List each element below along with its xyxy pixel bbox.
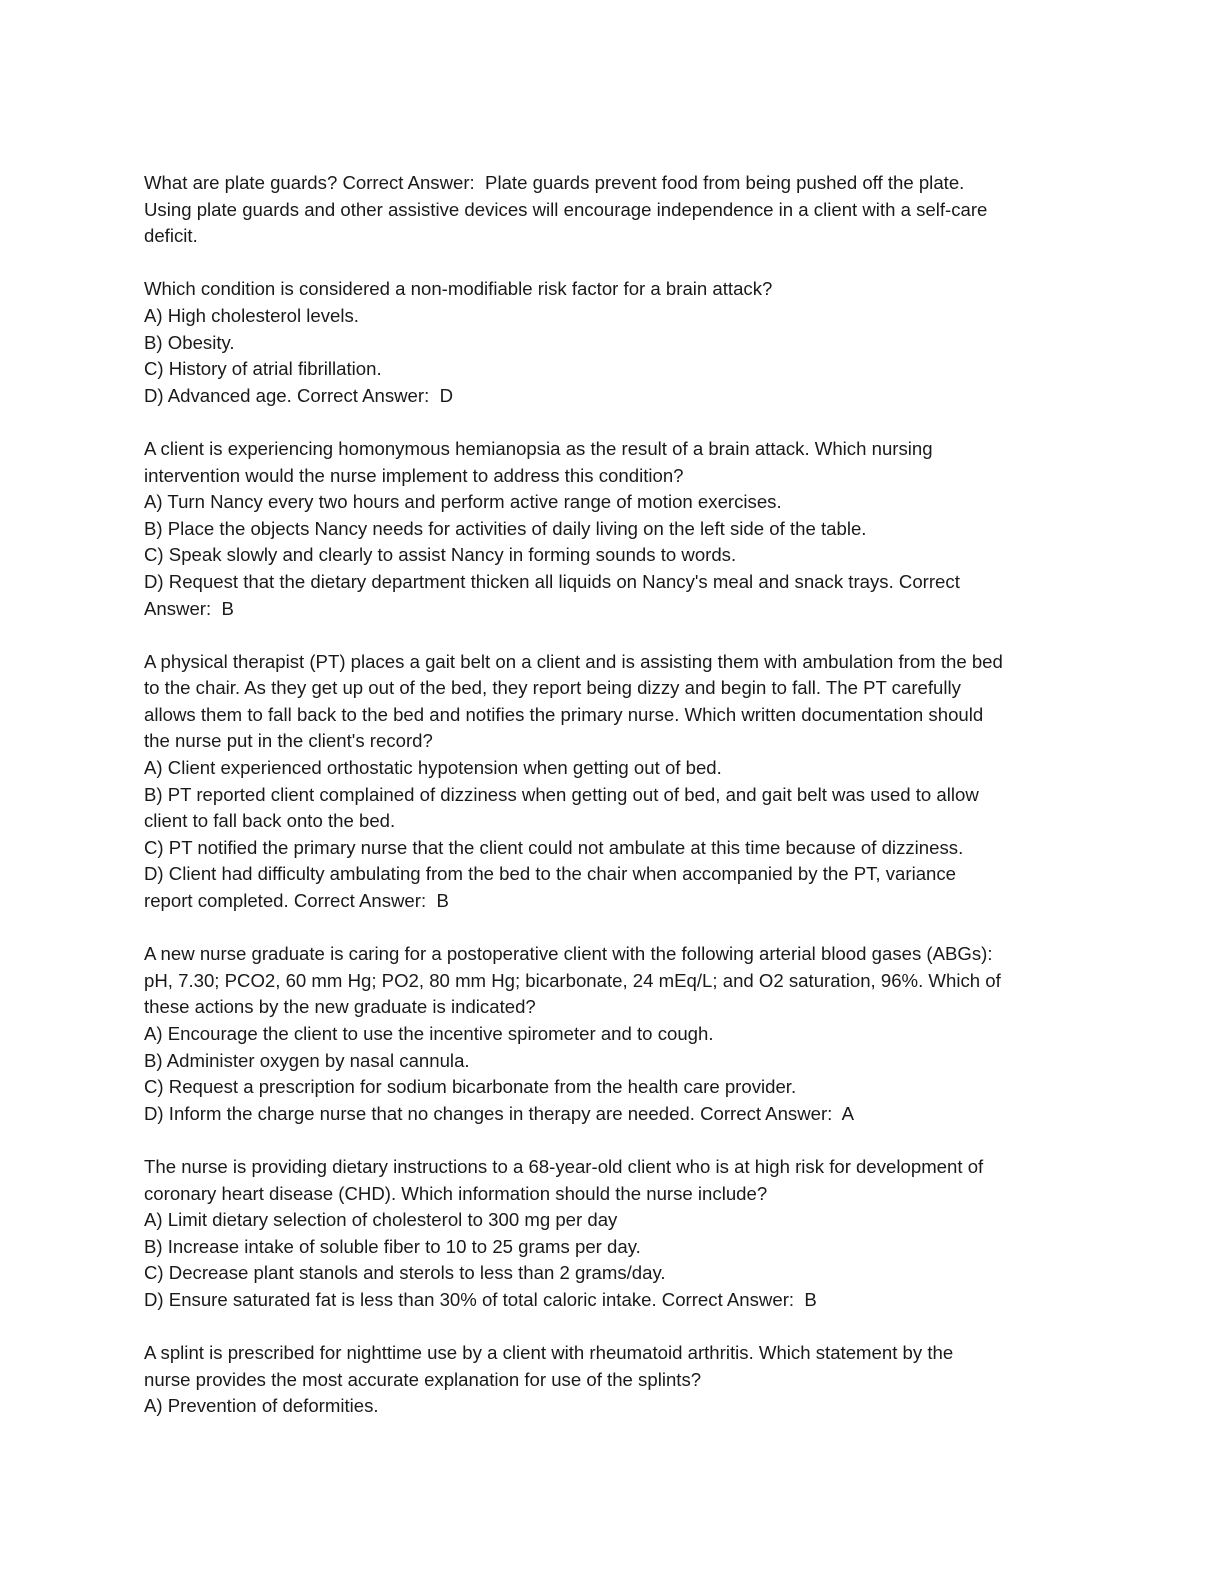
qa-block-plate-guards xyxy=(144,170,1084,250)
answer-option: C) PT notified the primary nurse that the client could not ambulate at this time because of dizziness. xyxy=(144,836,964,858)
answer-option: B) PT reported client complained of dizziness when getting out of bed, and gait belt was used to allow xyxy=(144,783,979,805)
answer-option: A) Limit dietary selection of cholesterol to 300 mg per day xyxy=(144,1209,618,1231)
answer-option: D) Request that the dietary department thicken all liquids on Nancy's meal and snack trays. Correct xyxy=(144,570,960,592)
text-line: deficit. xyxy=(144,225,198,247)
question-text: allows them to fall back to the bed and notifies the primary nurse. Which written documentation should xyxy=(144,703,984,725)
answer-option: D) Advanced age. Correct Answer: D xyxy=(144,384,454,406)
question-text: to the chair. As they get up out of the bed, they report being dizzy and begin to fall. The PT carefully xyxy=(144,677,961,699)
qa-block-gait-belt xyxy=(144,649,1084,915)
answer-option: C) Request a prescription for sodium bicarbonate from the health care provider. xyxy=(144,1076,797,1098)
qa-block-brain-attack-risk xyxy=(144,276,1084,409)
question-text: pH, 7.30; PCO2, 60 mm Hg; PO2, 80 mm Hg; bicarbonate, 24 mEq/L; and O2 saturation, 96%. Which of xyxy=(144,969,1001,991)
answer-option: A) Client experienced orthostatic hypotension when getting out of bed. xyxy=(144,757,722,779)
question-text: these actions by the new graduate is indicated? xyxy=(144,996,536,1018)
answer-option: C) Speak slowly and clearly to assist Nancy in forming sounds to words. xyxy=(144,544,737,566)
document-page xyxy=(144,170,1084,1447)
qa-block-splint xyxy=(144,1340,1084,1420)
text-line: Using plate guards and other assistive devices will encourage independence in a client with a self-care xyxy=(144,198,988,220)
question-text: The nurse is providing dietary instructions to a 68-year-old client who is at high risk for development of xyxy=(144,1155,984,1177)
answer-option: B) Place the objects Nancy needs for activities of daily living on the left side of the table. xyxy=(144,517,867,539)
question-text: coronary heart disease (CHD). Which information should the nurse include? xyxy=(144,1182,768,1204)
answer-option: B) Increase intake of soluble fiber to 10 to 25 grams per day. xyxy=(144,1235,641,1257)
question-text: A splint is prescribed for nighttime use by a client with rheumatoid arthritis. Which statement by the xyxy=(144,1342,954,1364)
answer-option: Answer: B xyxy=(144,597,234,619)
qa-block-abgs xyxy=(144,941,1084,1127)
answer-option: A) Prevention of deformities. xyxy=(144,1395,379,1417)
question-text: A new nurse graduate is caring for a postoperative client with the following arterial blood gases (ABGs): xyxy=(144,943,993,965)
answer-option: client to fall back onto the bed. xyxy=(144,810,396,832)
answer-option: C) History of atrial fibrillation. xyxy=(144,358,382,380)
answer-option: A) High cholesterol levels. xyxy=(144,304,359,326)
answer-option: D) Ensure saturated fat is less than 30% of total caloric intake. Correct Answer: B xyxy=(144,1288,817,1310)
answer-option: D) Inform the charge nurse that no changes in therapy are needed. Correct Answer: A xyxy=(144,1102,855,1124)
question-text: A physical therapist (PT) places a gait belt on a client and is assisting them with ambulation from the bed xyxy=(144,650,1003,672)
question-text: A client is experiencing homonymous hemianopsia as the result of a brain attack. Which nursing xyxy=(144,437,933,459)
answer-option: A) Encourage the client to use the incentive spirometer and to cough. xyxy=(144,1023,714,1044)
answer-option: B) Administer oxygen by nasal cannula. xyxy=(144,1049,470,1071)
question-text: intervention would the nurse implement to address this condition? xyxy=(144,464,684,486)
answer-option: C) Decrease plant stanols and sterols to less than 2 grams/day. xyxy=(144,1262,666,1284)
answer-option: D) Client had difficulty ambulating from the bed to the chair when accompanied by the PT, variance xyxy=(144,863,957,885)
answer-option: A) Turn Nancy every two hours and perform active range of motion exercises. xyxy=(144,491,782,513)
answer-option: report completed. Correct Answer: B xyxy=(144,890,449,912)
question-text: Which condition is considered a non-modifiable risk factor for a brain attack? xyxy=(144,278,773,300)
question-text: the nurse put in the client's record? xyxy=(144,730,433,752)
text-line: What are plate guards? Correct Answer: Plate guards prevent food from being pushed off the plate. xyxy=(144,172,965,193)
qa-block-chd-diet xyxy=(144,1154,1084,1314)
qa-block-hemianopsia xyxy=(144,436,1084,622)
answer-option: B) Obesity. xyxy=(144,331,235,353)
question-text: nurse provides the most accurate explanation for use of the splints? xyxy=(144,1368,702,1390)
